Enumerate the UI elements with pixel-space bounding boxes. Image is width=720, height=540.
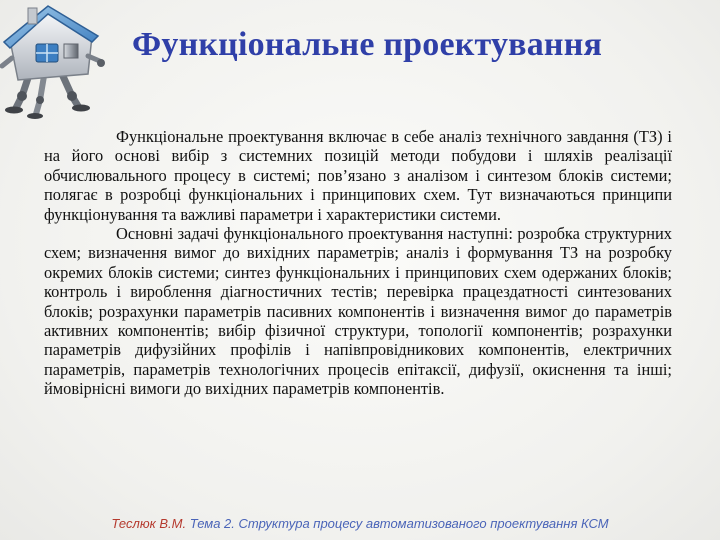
slide-body	[44, 127, 672, 399]
slide-title: Функціональне проектування	[132, 26, 603, 63]
footer-topic-title: Структура процесу автоматизованого проектування КСМ	[238, 516, 609, 531]
body-paragraph-intro: Функціональне проектування включає в себе аналіз технічного завдання (ТЗ) і на його основі вибір з системних позицій методи побудови і шляхів реалізації обчислювального процесу в системі; пов’язано з аналізом і синтезом блоків системи; полягає в розробці функціональних і принципових схем. Тут визначаються принципи функціонування та важливі параметри і характеристики системи.	[44, 127, 672, 224]
slide-footer	[0, 516, 720, 531]
body-paragraph-tasks: Основні задачі функціонального проектування наступні: розробка структурних схем; визначення вимог до вихідних параметрів; аналіз і формування ТЗ на розробку окремих блоків системи; синтез функціональних і принципових схем одержаних блоків; контроль і вироблення діагностичних тестів; перевірка працездатності синтезованих блоків; розрахунки параметрів пасивних компонентів і визначення вимог до параметрів активних компонентів; вибір фізичної структури, топології компонентів; розрахунки параметрів дифузійних профілів і напівпровідникових компонентів, електричних параметрів, параметрів технологічних процесів епітаксії, дифузії, окиснення та інші; ймовірнісні вимоги до вихідних параметрів компонентів.	[44, 224, 672, 399]
house-on-robot-legs-icon	[0, 0, 108, 122]
footer-topic-label: Тема 2.	[189, 516, 235, 531]
footer-author: Теслюк В.М.	[111, 516, 187, 531]
